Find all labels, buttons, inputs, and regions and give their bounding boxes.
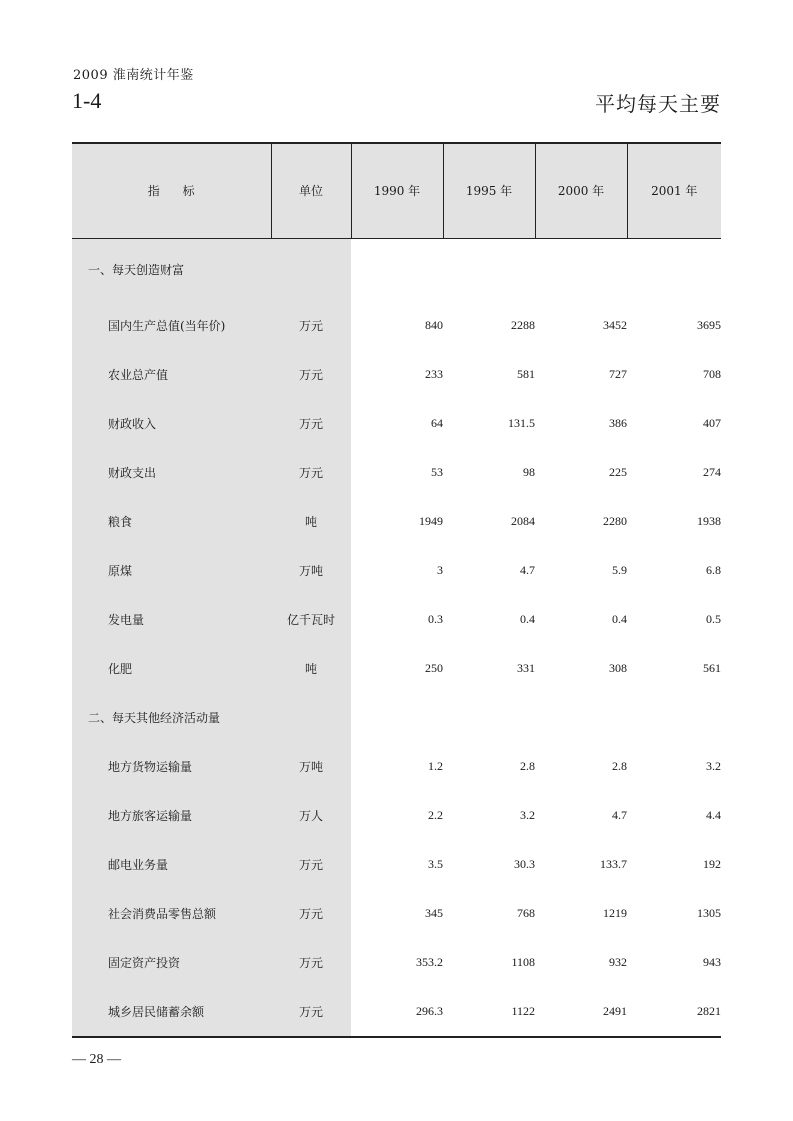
unit-cell: 万人 [271,791,351,840]
value-cell: 133.7 [600,856,627,871]
indicator-label: 财政收入 [72,399,271,448]
unit-cell: 万元 [271,399,351,448]
running-head: 2009 淮南统计年鉴 [73,68,194,83]
value-cell: 1108 [511,954,535,969]
value-cell: 2.8 [612,758,627,773]
table-body [72,238,721,1037]
unit-cell [271,238,351,301]
value-cell: 2491 [535,987,627,1037]
indicator-label: 粮食 [72,497,271,546]
value-cell: 386 [609,415,627,430]
unit-cell: 万元 [271,938,351,987]
value-cell: 3452 [603,317,627,332]
value-cell: 3 [437,562,443,577]
statistics-table [72,142,721,1038]
section-label: 二、每天其他经济活动量 [72,693,271,742]
unit-cell [271,693,351,742]
value-cell: 1219 [603,905,627,920]
value-cell: 3.2 [706,758,721,773]
value-cell: 727 [609,366,627,381]
table-row [72,399,721,448]
value-cell: 1305 [697,905,721,920]
value-cell: 331 [517,660,535,675]
table-row [72,350,721,399]
value-cell: 0.4 [612,611,627,626]
indicator-label: 原煤 [72,546,271,595]
table-row [72,938,721,987]
indicator-label: 农业总产值 [72,350,271,399]
value-cell: 3.2 [520,807,535,822]
value-cell: 345 [425,905,443,920]
table-row [72,301,721,350]
unit-cell: 万元 [271,987,351,1037]
value-cell: 3695 [697,317,721,332]
value-cell: 0.5 [706,611,721,626]
value-cell: 308 [609,660,627,675]
value-cell: 2084 [511,513,535,528]
value-cell [627,693,721,742]
value-cell [535,693,627,742]
unit-cell: 万吨 [271,546,351,595]
value-cell: 2280 [603,513,627,528]
page-title: 平均每天主要 [595,92,721,116]
value-cell: 2.2 [428,807,443,822]
page-number: — 28 — [72,1052,121,1067]
header-year-1995: 1995 年 [443,143,535,238]
unit-cell: 万元 [271,448,351,497]
value-cell: 30.3 [514,856,535,871]
section-row [72,693,721,742]
unit-cell: 吨 [271,644,351,693]
indicator-label: 地方旅客运输量 [72,791,271,840]
value-cell: 2821 [627,987,721,1037]
value-cell: 2.8 [520,758,535,773]
value-cell: 1122 [443,987,535,1037]
header-year-2000: 2000 年 [535,143,627,238]
value-cell: 296.3 [351,987,443,1037]
section-label: 一、每天创造财富 [72,238,271,301]
table-row [72,742,721,791]
indicator-label: 邮电业务量 [72,840,271,889]
table-number: 1-4 [72,88,102,113]
value-cell: 581 [517,366,535,381]
value-cell: 53 [431,464,443,479]
value-cell: 250 [425,660,443,675]
value-cell: 64 [431,415,443,430]
value-cell: 0.3 [428,611,443,626]
unit-cell: 万吨 [271,742,351,791]
unit-cell: 万元 [271,889,351,938]
value-cell: 5.9 [612,562,627,577]
value-cell: 768 [517,905,535,920]
section-row [72,238,721,301]
value-cell: 192 [703,856,721,871]
table-row [72,546,721,595]
value-cell: 1938 [697,513,721,528]
unit-cell: 万元 [271,350,351,399]
indicator-label: 固定资产投资 [72,938,271,987]
header-year-1990: 1990 年 [351,143,443,238]
indicator-label: 城乡居民储蓄余额 [72,987,271,1037]
value-cell: 6.8 [706,562,721,577]
value-cell: 3.5 [428,856,443,871]
value-cell: 98 [523,464,535,479]
value-cell: 407 [703,415,721,430]
table-row [72,497,721,546]
table-row [72,644,721,693]
indicator-label: 发电量 [72,595,271,644]
value-cell: 2288 [511,317,535,332]
value-cell: 4.4 [706,807,721,822]
header-unit: 单位 [271,143,351,238]
value-cell: 840 [425,317,443,332]
value-cell: 943 [703,954,721,969]
value-cell [627,238,721,301]
indicator-label: 国内生产总值(当年价) [72,301,271,350]
table-row [72,791,721,840]
unit-cell: 万元 [271,840,351,889]
indicator-label: 财政支出 [72,448,271,497]
value-cell: 4.7 [612,807,627,822]
statistics-table-container [72,142,721,1038]
value-cell [535,238,627,301]
value-cell: 225 [609,464,627,479]
value-cell: 708 [703,366,721,381]
value-cell: 4.7 [520,562,535,577]
header-year-2001: 2001 年 [627,143,721,238]
value-cell: 561 [703,660,721,675]
unit-cell: 吨 [271,497,351,546]
unit-cell: 万元 [271,301,351,350]
value-cell: 131.5 [508,415,535,430]
table-header-row [72,143,721,238]
table-row [72,448,721,497]
indicator-label: 社会消费品零售总额 [72,889,271,938]
value-cell: 932 [609,954,627,969]
table-row [72,595,721,644]
table-row [72,987,721,1037]
value-cell [443,238,535,301]
value-cell: 274 [703,464,721,479]
value-cell: 353.2 [416,954,443,969]
value-cell [351,693,443,742]
value-cell [351,238,443,301]
indicator-label: 地方货物运输量 [72,742,271,791]
unit-cell: 亿千瓦时 [271,595,351,644]
table-row [72,840,721,889]
value-cell: 0.4 [520,611,535,626]
indicator-label: 化肥 [72,644,271,693]
value-cell: 233 [425,366,443,381]
value-cell [443,693,535,742]
table-row [72,889,721,938]
value-cell: 1949 [419,513,443,528]
header-indicator: 指 标 [72,143,271,238]
value-cell: 1.2 [428,758,443,773]
